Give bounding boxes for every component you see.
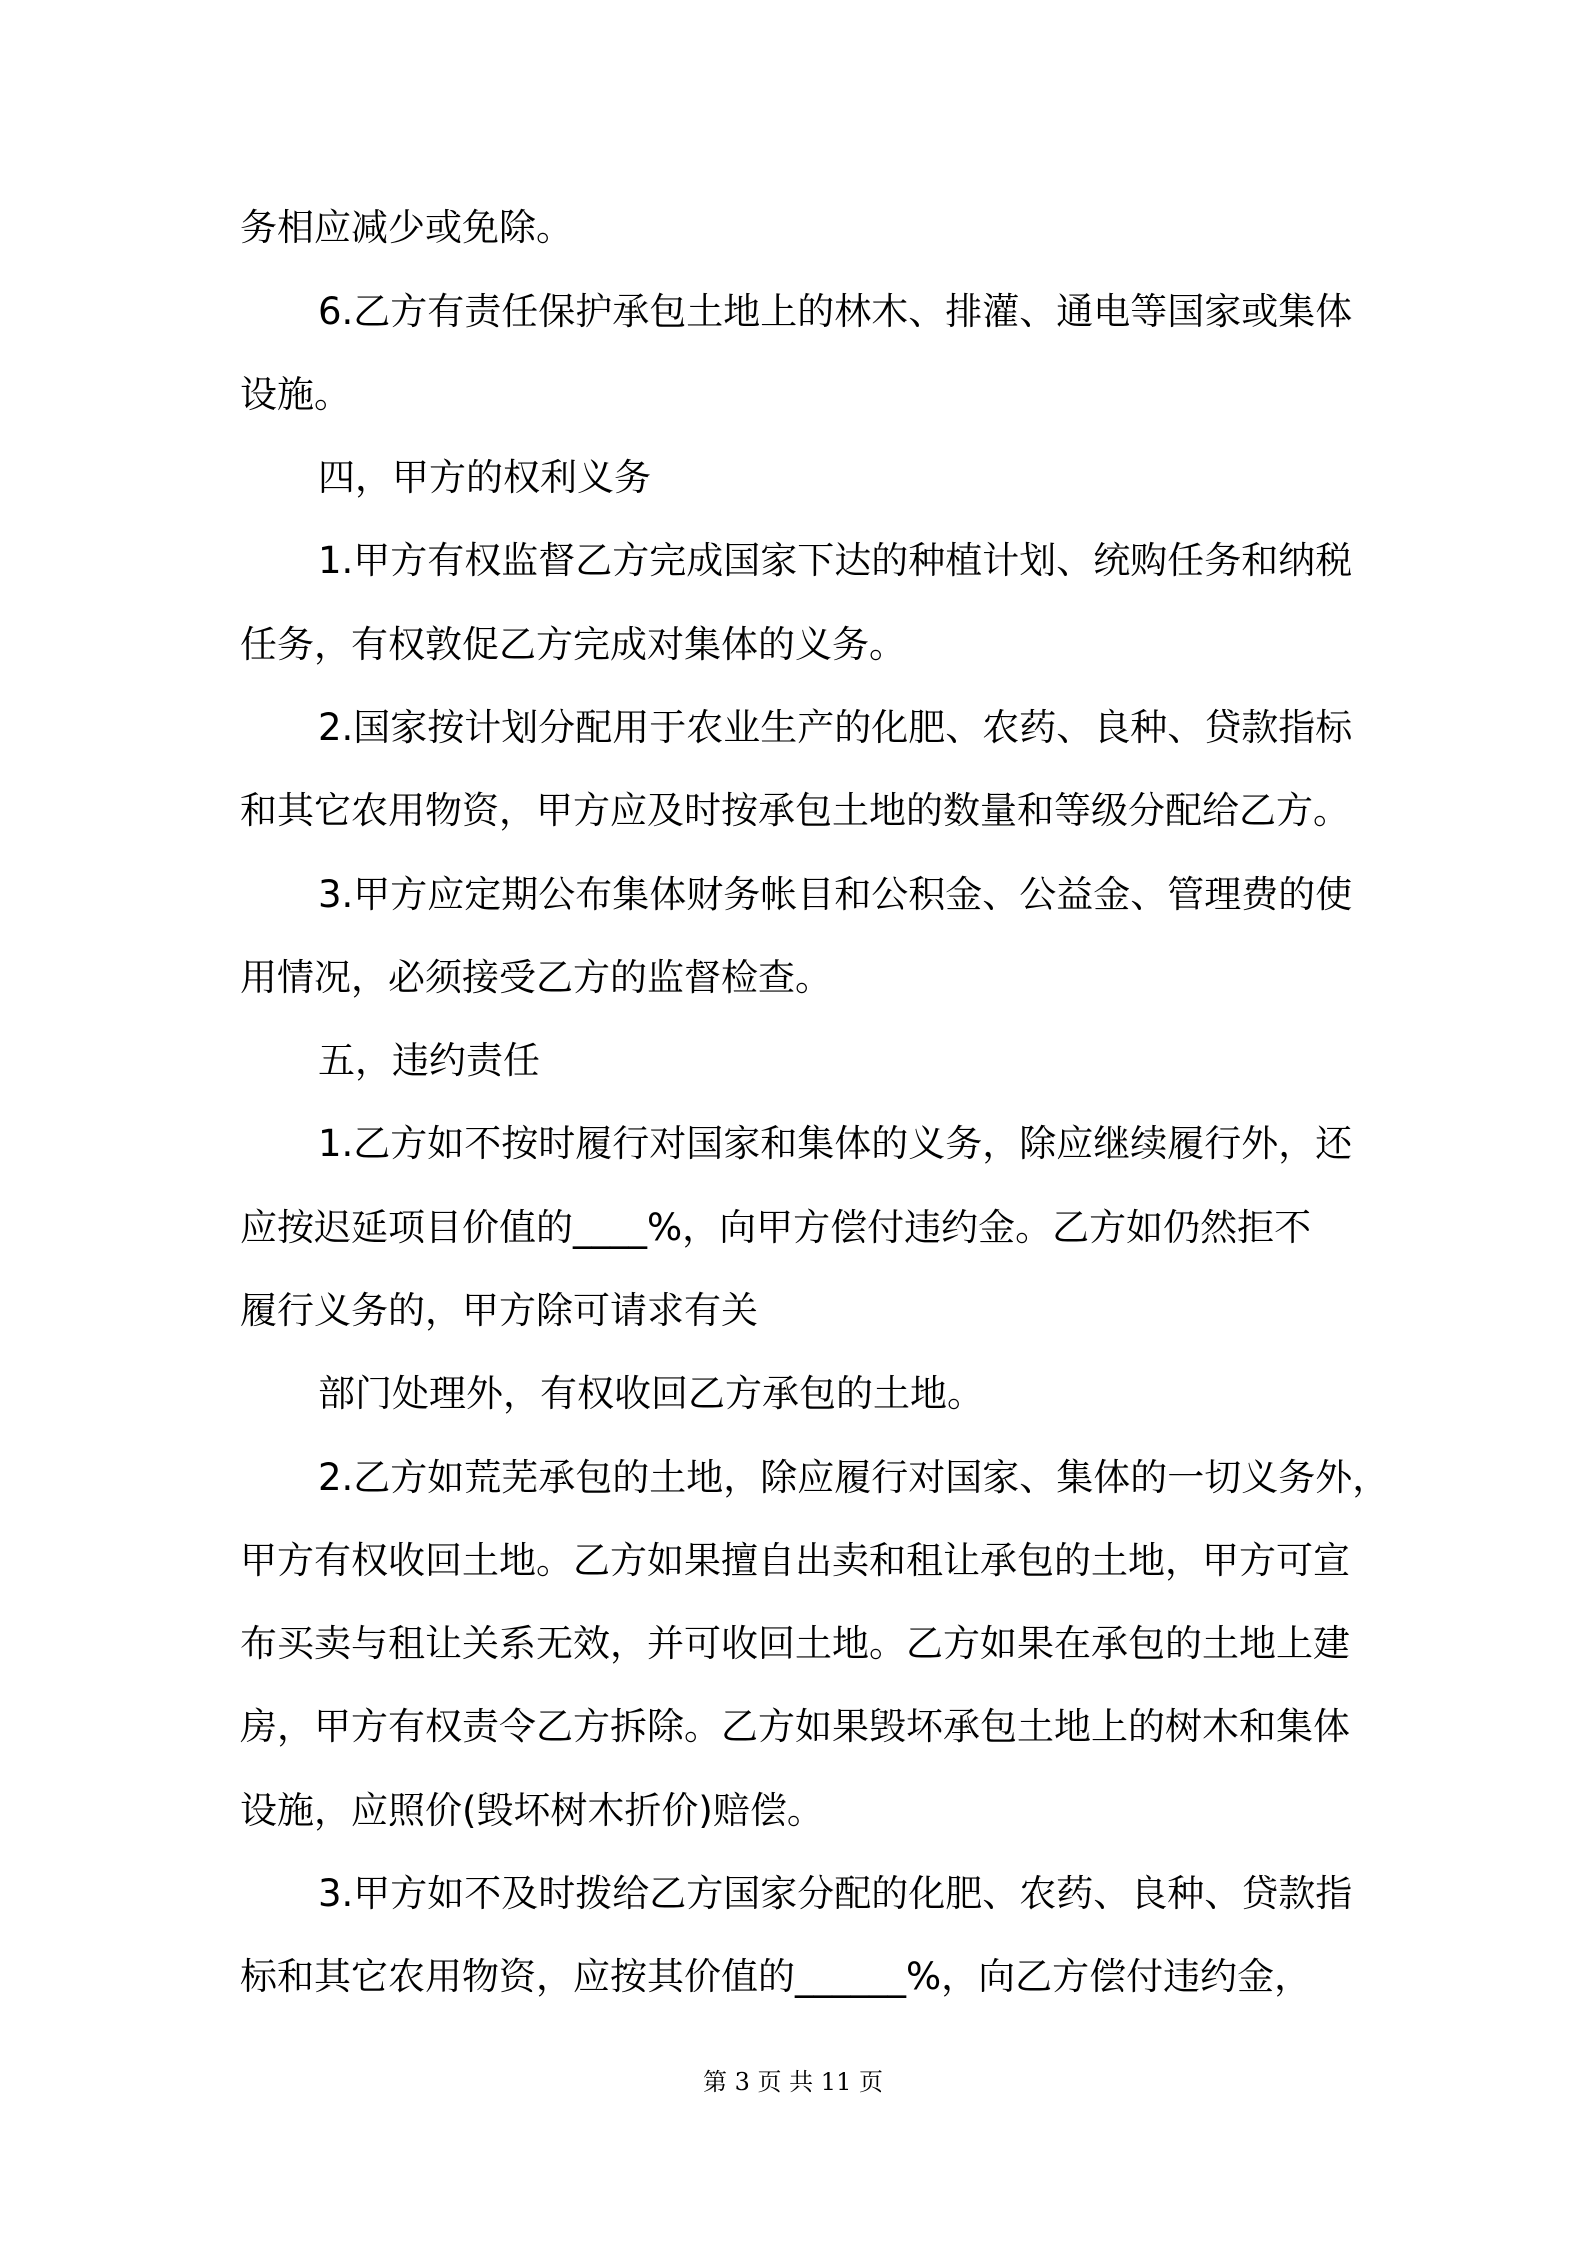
section-heading-5: 五，违约责任 <box>318 1039 540 1082</box>
clause-4-2: 2.国家按计划分配用于农业生产的化肥、农药、良种、贷款指标 <box>318 706 1353 749</box>
text-line: 房，甲方有权责令乙方拆除。乙方如果毁坏承包土地上的树木和集体 <box>240 1705 1350 1748</box>
text-line: 和其它农用物资，甲方应及时按承包土地的数量和等级分配给乙方。 <box>240 789 1350 832</box>
text-line: 务相应减少或免除。 <box>240 206 573 249</box>
text-line: 设施，应照价(毁坏树木折价)赔偿。 <box>240 1789 824 1832</box>
page-number: 第 3 页 共 11 页 <box>703 2068 883 2096</box>
clause-6: 6.乙方有责任保护承包土地上的林木、排灌、通电等国家或集体 <box>318 290 1353 333</box>
text-line: 部门处理外，有权收回乙方承包的土地。 <box>318 1372 984 1415</box>
text-line: 设施。 <box>240 373 351 416</box>
clause-4-3: 3.甲方应定期公布集体财务帐目和公积金、公益金、管理费的使 <box>318 873 1353 916</box>
clause-5-3: 3.甲方如不及时拨给乙方国家分配的化肥、农药、良种、贷款指 <box>318 1872 1353 1915</box>
text-line: 布买卖与租让关系无效，并可收回土地。乙方如果在承包的土地上建 <box>240 1622 1350 1665</box>
clause-5-2: 2.乙方如荒芜承包的土地，除应履行对国家、集体的一切义务外， <box>318 1456 1390 1499</box>
text-line: 甲方有权收回土地。乙方如果擅自出卖和租让承包的土地，甲方可宣 <box>240 1539 1350 1582</box>
text-line: 用情况，必须接受乙方的监督检查。 <box>240 956 832 999</box>
text-line: 任务，有权敦促乙方完成对集体的义务。 <box>240 623 906 666</box>
text-line: 标和其它农用物资，应按其价值的______%，向乙方偿付违约金， <box>240 1955 1312 1998</box>
section-heading-4: 四，甲方的权利义务 <box>318 456 651 499</box>
clause-4-1: 1.甲方有权监督乙方完成国家下达的种植计划、统购任务和纳税 <box>318 539 1353 582</box>
text-line: 应按迟延项目价值的____%，向甲方偿付违约金。乙方如仍然拒不 <box>240 1206 1312 1249</box>
text-line: 履行义务的，甲方除可请求有关 <box>240 1289 758 1332</box>
clause-5-1: 1.乙方如不按时履行对国家和集体的义务，除应继续履行外，还 <box>318 1122 1353 1165</box>
